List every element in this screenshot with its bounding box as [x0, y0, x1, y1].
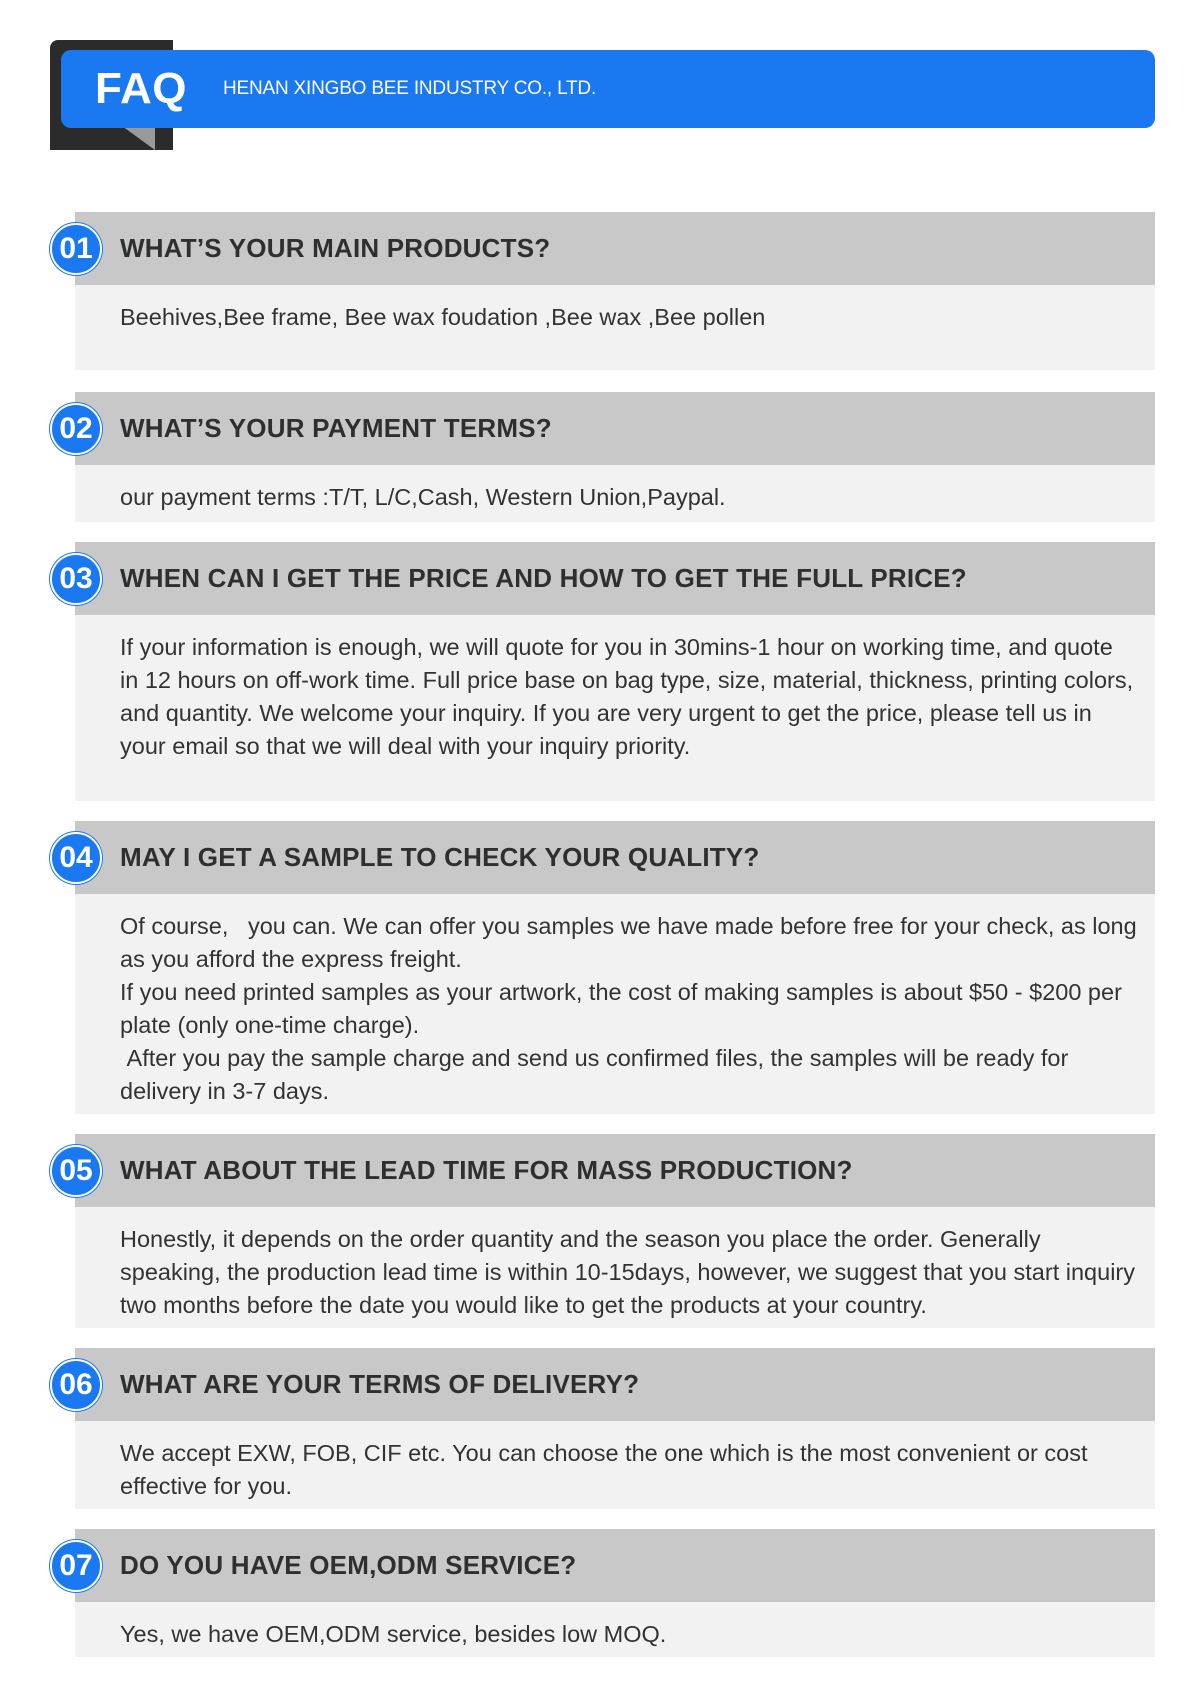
faq-answer-box: [75, 1602, 1155, 1657]
page-title: FAQ: [95, 64, 187, 113]
faq-question-bar: [59, 1348, 1155, 1421]
faq-number-badge: 02: [50, 403, 102, 455]
faq-answer-box: [75, 285, 1155, 370]
faq-header: [50, 40, 1155, 150]
faq-question: WHEN CAN I GET THE PRICE AND HOW TO GET THE FULL PRICE?: [120, 563, 967, 593]
faq-item-05: [59, 1134, 1155, 1328]
header-banner: [61, 50, 1155, 128]
faq-item-03: [59, 542, 1155, 801]
faq-item-07: [59, 1529, 1155, 1657]
faq-number-badge: 03: [50, 553, 102, 605]
faq-answer: Beehives,Bee frame, Bee wax foudation ,Bee wax ,Bee pollen: [120, 304, 766, 330]
faq-answer: Of course, you can. We can offer you samples we have made before free for your check, as long as you afford the express freight. If you need printed samples as your artwork, the cost of making samples is about $50 - $200 per plate (only one-time charge). After you pay the sample charge and send us confirmed files, the samples will be ready for delivery in 3-7 days.: [120, 913, 1137, 1104]
faq-item-01: [59, 212, 1155, 370]
faq-question-bar: [59, 1529, 1155, 1602]
faq-answer-box: [75, 615, 1155, 801]
faq-number-badge: 04: [50, 832, 102, 884]
faq-answer: Honestly, it depends on the order quantity and the season you place the order. Generally speaking, the production lead time is within 10-15days, however, we suggest that you start inquiry two months before the date you would like to get the products at your country.: [120, 1226, 1142, 1318]
faq-list: [0, 212, 1200, 1657]
faq-item-04: [59, 821, 1155, 1114]
faq-question-bar: [59, 1134, 1155, 1207]
faq-question: WHAT’S YOUR MAIN PRODUCTS?: [120, 233, 551, 263]
faq-number-badge: 01: [50, 223, 102, 275]
faq-number-badge: 05: [50, 1145, 102, 1197]
faq-question: MAY I GET A SAMPLE TO CHECK YOUR QUALITY?: [120, 842, 760, 872]
faq-item-06: [59, 1348, 1155, 1509]
faq-question-bar: [59, 542, 1155, 615]
faq-answer: our payment terms :T/T, L/C,Cash, Western Union,Paypal.: [120, 484, 726, 510]
faq-answer-box: [75, 465, 1155, 522]
faq-question: WHAT ABOUT THE LEAD TIME FOR MASS PRODUCTION?: [120, 1155, 853, 1185]
faq-answer: If your information is enough, we will quote for you in 30mins-1 hour on working time, and quote in 12 hours on off-work time. Full price base on bag type, size, material, thickness, printing colors, and quantity. We welcome your inquiry. If you are very urgent to get the price, please tell us in your email so that we will deal with your inquiry priority.: [120, 634, 1140, 759]
faq-question: WHAT’S YOUR PAYMENT TERMS?: [120, 413, 552, 443]
faq-answer: Yes, we have OEM,ODM service, besides low MOQ.: [120, 1621, 667, 1647]
faq-answer-box: [75, 894, 1155, 1114]
faq-question-bar: [59, 392, 1155, 465]
faq-question-bar: [59, 212, 1155, 285]
company-name: HENAN XINGBO BEE INDUSTRY CO., LTD.: [222, 78, 597, 99]
faq-question: WHAT ARE YOUR TERMS OF DELIVERY?: [120, 1369, 640, 1399]
faq-answer-box: [75, 1207, 1155, 1328]
faq-answer: We accept EXW, FOB, CIF etc. You can choose the one which is the most convenient or cost effective for you.: [120, 1440, 1095, 1499]
faq-number-badge: 06: [50, 1359, 102, 1411]
faq-item-02: [59, 392, 1155, 522]
faq-question: DO YOU HAVE OEM,ODM SERVICE?: [120, 1550, 577, 1580]
faq-question-bar: [59, 821, 1155, 894]
faq-number-badge: 07: [50, 1540, 102, 1592]
faq-answer-box: [75, 1421, 1155, 1509]
